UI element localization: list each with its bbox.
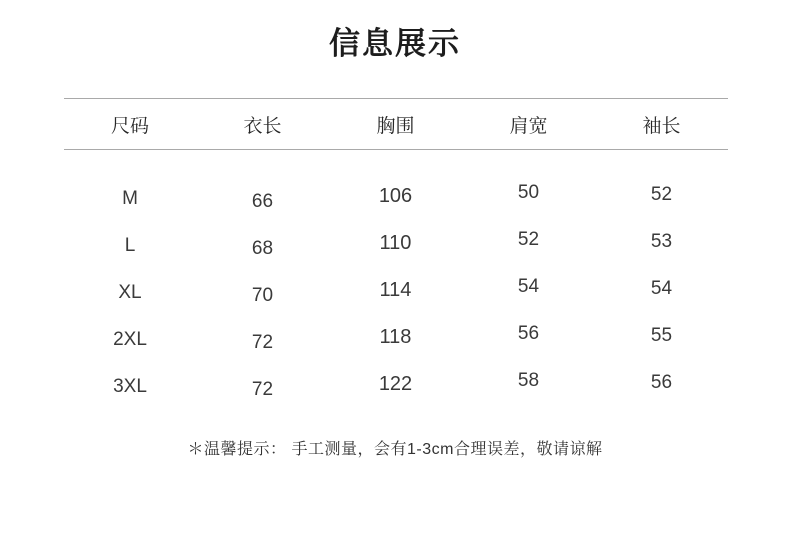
table-header-row (64, 99, 728, 149)
table-cell (595, 184, 728, 206)
table-cell (329, 326, 462, 349)
table-cell (329, 373, 462, 396)
table-cell (462, 182, 595, 204)
page-title: 信息展示 (329, 26, 461, 61)
cell-bust: 106 (378, 185, 413, 207)
cell-shoulder: 54 (517, 275, 540, 297)
table-cell (196, 238, 329, 260)
column-header-bust: 胸围 (376, 115, 415, 137)
table-cell (329, 185, 462, 208)
table-cell (64, 282, 196, 304)
table-header-cell (196, 111, 329, 138)
table-cell (64, 235, 196, 257)
cell-shoulder: 56 (517, 322, 540, 344)
table-header-cell (329, 111, 462, 138)
cell-sleeve: 52 (650, 183, 673, 205)
cell-bust: 110 (379, 232, 412, 254)
table-cell (64, 188, 196, 210)
table-body (64, 150, 728, 407)
table-cell (329, 232, 462, 255)
column-header-length: 衣长 (243, 115, 282, 137)
table-cell (462, 370, 595, 392)
cell-sleeve: 55 (650, 324, 673, 346)
cell-sleeve: 56 (650, 371, 673, 393)
table-row (64, 360, 728, 407)
cell-shoulder: 52 (517, 228, 540, 250)
table-cell (595, 372, 728, 394)
cell-size: 3XL (113, 375, 147, 397)
table-cell (462, 276, 595, 298)
table-cell (64, 329, 196, 351)
cell-size: XL (118, 281, 142, 303)
table-cell (595, 231, 728, 253)
table-cell (196, 285, 329, 307)
cell-length: 68 (251, 237, 274, 259)
cell-sleeve: 54 (650, 277, 673, 299)
cell-bust: 118 (379, 326, 412, 348)
cell-shoulder: 50 (517, 181, 540, 203)
table-cell (595, 325, 728, 347)
cell-length: 72 (251, 378, 274, 400)
table-cell (196, 332, 329, 354)
table-row (64, 172, 728, 219)
table-header-cell (462, 111, 595, 138)
table-cell (462, 229, 595, 251)
table-header-cell (64, 111, 196, 138)
measurement-note: ＊温馨提示： 手工测量，会有1-3cm合理误差，敬请谅解 (187, 441, 603, 458)
cell-length: 72 (251, 331, 274, 353)
table-cell (196, 191, 329, 213)
cell-sleeve: 53 (650, 230, 673, 252)
table-header-cell (595, 111, 728, 138)
cell-bust: 122 (378, 373, 413, 395)
cell-bust: 114 (379, 279, 412, 301)
table-cell (196, 379, 329, 401)
cell-length: 66 (251, 190, 274, 212)
column-header-shoulder: 肩宽 (509, 115, 548, 137)
table-row (64, 266, 728, 313)
table-row (64, 219, 728, 266)
table-cell (64, 376, 196, 398)
table-cell (329, 279, 462, 302)
table-cell (595, 278, 728, 300)
size-table (64, 98, 728, 407)
cell-length: 70 (251, 284, 274, 306)
cell-size: 2XL (113, 328, 147, 350)
column-header-size: 尺码 (110, 115, 149, 137)
table-cell (462, 323, 595, 345)
column-header-sleeve: 袖长 (642, 115, 681, 137)
cell-size: L (124, 234, 136, 256)
cell-size: M (122, 187, 138, 209)
table-row (64, 313, 728, 360)
cell-shoulder: 58 (517, 369, 540, 391)
